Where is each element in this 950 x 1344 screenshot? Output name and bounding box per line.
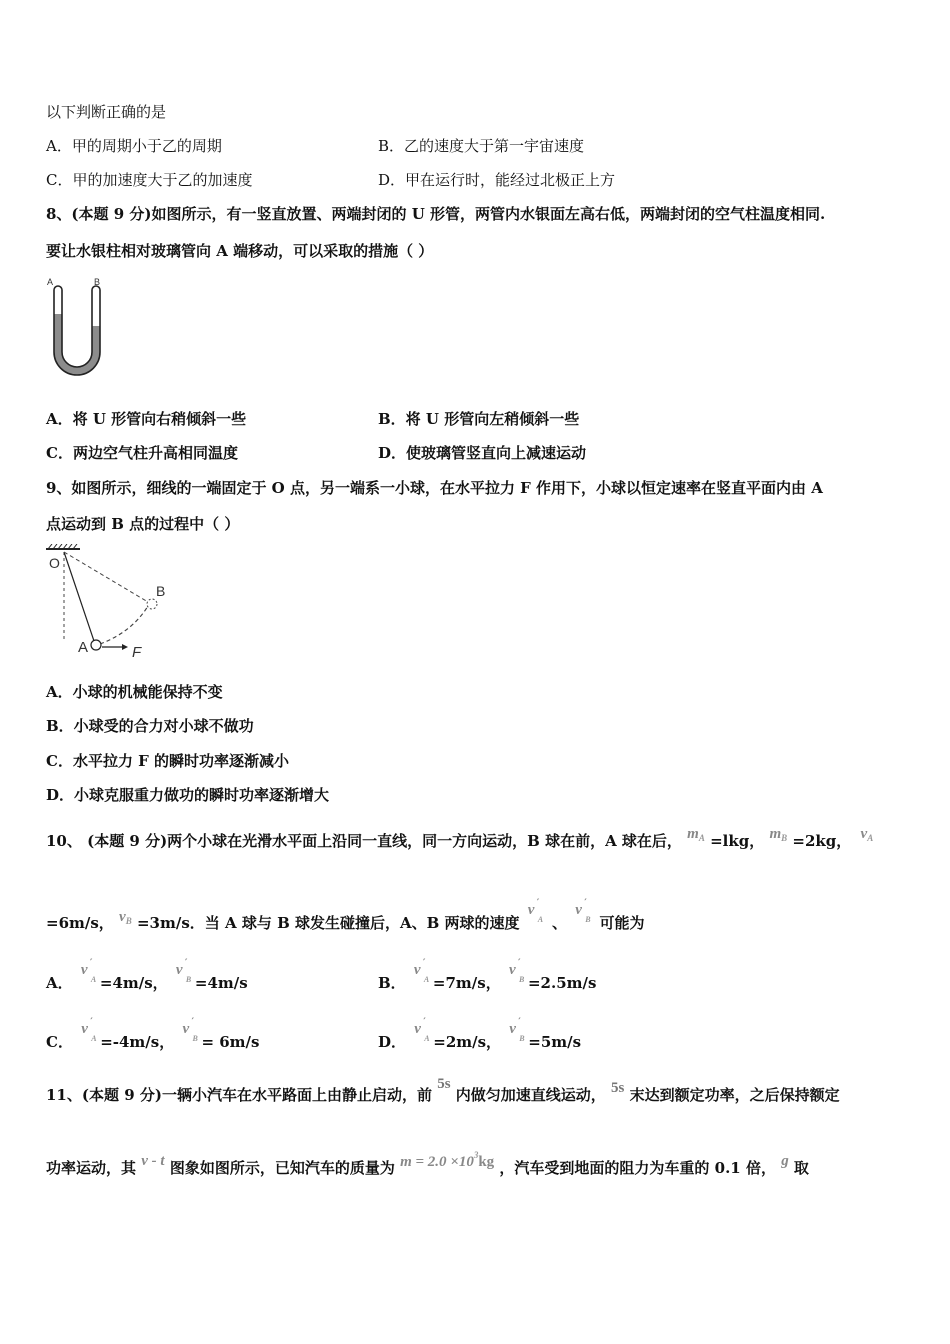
velocity-b-symbol: $v_B$ — [119, 909, 132, 926]
q8-option-c: C．两边空气柱升高相同温度 — [46, 444, 238, 462]
mass-b-value: =2kg， — [792, 832, 852, 850]
g-symbol: g — [781, 1153, 789, 1169]
q8-option-d: D．使玻璃管竖直向上减速运动 — [378, 444, 587, 462]
q9-option-a: A．小球的机械能保持不变 — [46, 683, 223, 701]
arc-path — [100, 606, 148, 644]
point-label-a: A — [78, 639, 89, 656]
point-label-b: B — [156, 583, 166, 599]
string-to-b — [64, 552, 148, 602]
q10-stem-line2 — [46, 898, 645, 935]
vt-symbol: v - t — [141, 1153, 165, 1169]
time-5s-2: 5s — [611, 1080, 625, 1096]
mercury-column — [54, 314, 100, 375]
q8-stem-line1: 8、(本题 9 分)如图所示，有一竖直放置、两端封闭的 U 形管，两管内水银面左高右低，两端封闭的空气柱温度相同. — [46, 205, 826, 223]
q11-stem-line1: 11、(本题 9 分)一辆小汽车在水平路面上由静止启动，前 5s 内做匀加速直线运动， 5s 末达到额定功率，之后保持额定 — [46, 1076, 840, 1104]
q11-stem-line2: 功率运动，其 v - t 图象如图所示，已知汽车的质量为 $m = 2.0 \times 10^3kg$ ，汽车受到地面的阻力为车重的 0.1 倍， g 取 — [46, 1150, 809, 1177]
u-tube-label-b: B — [94, 277, 101, 287]
velocity-a-symbol: $v_A$ — [860, 826, 874, 843]
q9-option-b: B．小球受的合力对小球不做功 — [46, 717, 254, 735]
mass-b-symbol: $m_B$ — [769, 826, 788, 843]
q10-stem-text: 10、 (本题 9 分)两个小球在光滑水平面上沿同一直线，同一方向运动，B 球在前，A 球在后， — [46, 832, 682, 850]
q8-option-a: A．将 U 形管向右稍倾斜一些 — [46, 410, 247, 428]
pivot-label-o: O — [49, 555, 60, 571]
mass-a-symbol: $m_A$ — [687, 826, 705, 843]
mass-formula: $m = 2.0 \times 10^3kg$ — [400, 1150, 495, 1170]
q7-option-c: C．甲的加速度大于乙的加速度 — [46, 171, 253, 189]
q9-option-c: C．水平拉力 F 的瞬时功率逐渐减小 — [46, 752, 290, 770]
string-to-a — [64, 552, 94, 641]
velocity-a-prime: v ′ A — [527, 898, 544, 924]
velocity-b-value: =3m/s．当 A 球与 B 球发生碰撞后，A、B 两球的速度 — [136, 914, 520, 932]
pendulum-diagram — [44, 544, 176, 662]
velocity-a-value: =6m/s， — [46, 914, 114, 932]
q7-option-a: A．甲的周期小于乙的周期 — [46, 137, 222, 155]
q9-stem-line2: 点运动到 B 点的过程中（ ） — [46, 515, 240, 533]
u-tube-label-a: A — [47, 277, 54, 287]
u-tube-diagram — [44, 274, 110, 382]
q8-stem-line2: 要让水银柱相对玻璃管向 A 端移动，可以采取的措施（ ） — [46, 242, 434, 260]
q10-option-c: C． v ′ A =-4m/s， v ′ B = 6m/s — [46, 1017, 260, 1051]
q10-separator: 、 — [551, 914, 567, 932]
force-label-f: F — [132, 644, 142, 661]
q10-stem-line1 — [46, 826, 874, 853]
ball-at-b — [147, 599, 157, 609]
q9-stem-line1: 9、如图所示，细线的一端固定于 O 点，另一端系一小球，在水平拉力 F 作用下，小球以恒定速率在竖直平面内由 A — [46, 479, 823, 497]
time-5s-1: 5s — [437, 1076, 451, 1092]
velocity-b-prime: v ′ B — [575, 898, 591, 924]
q10-option-a: A． v ′ A =4m/s， v ′ B =4m/s — [46, 958, 248, 992]
q9-option-d: D．小球克服重力做功的瞬时功率逐渐增大 — [46, 786, 330, 804]
q7-option-b: B．乙的速度大于第一宇宙速度 — [378, 137, 585, 155]
q10-option-b: B． v ′ A =7m/s， v ′ B =2.5m/s — [378, 958, 597, 992]
q7-option-d: D．甲在运行时，能经过北极正上方 — [378, 171, 616, 189]
ball-at-a — [91, 640, 101, 650]
mass-a-value: =lkg， — [710, 832, 765, 850]
q10-tail: 可能为 — [599, 914, 645, 932]
q10-option-d: D． v ′ A =2m/s， v ′ B =5m/s — [378, 1017, 582, 1051]
q8-option-b: B．将 U 形管向左稍倾斜一些 — [378, 410, 580, 428]
q7-tail: 以下判断正确的是 — [46, 103, 167, 121]
